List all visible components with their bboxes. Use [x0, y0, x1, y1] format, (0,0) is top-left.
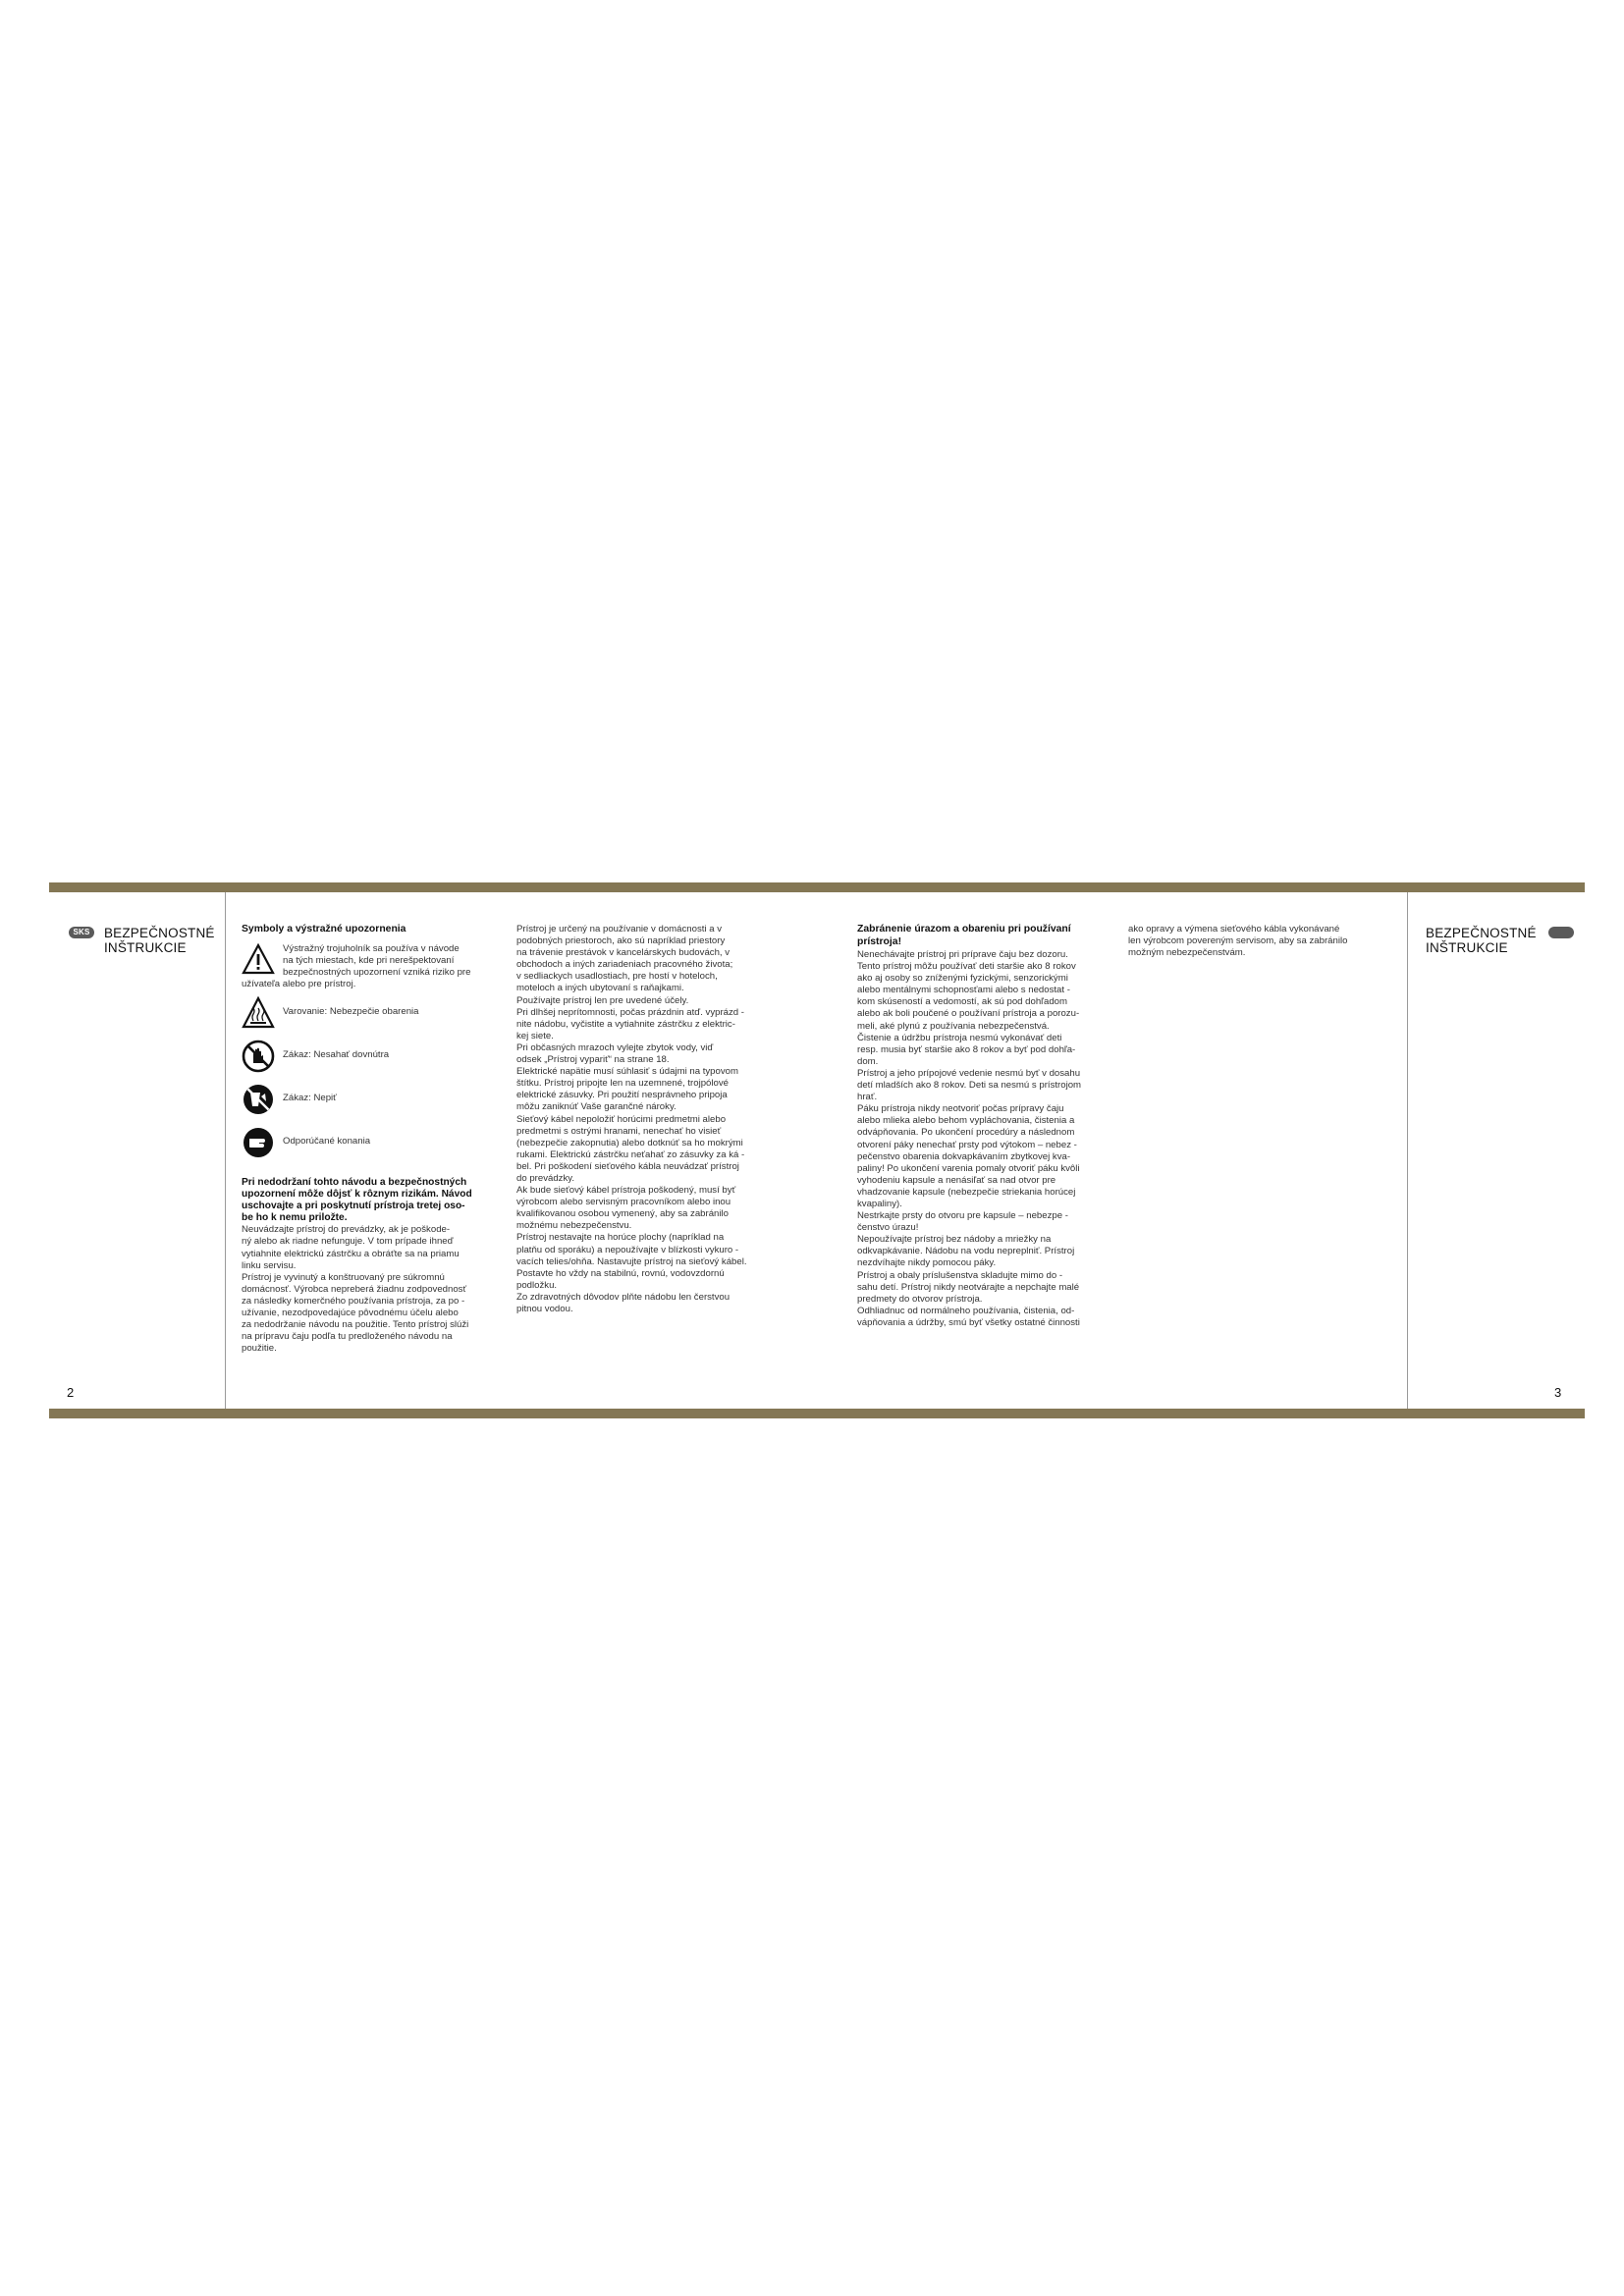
- left-section-header: [69, 926, 215, 955]
- column-injury-prevention: Zabránenie úrazom a obareniu pri používaní prístroja! Nenechávajte prístroj pri príprave čaju bez dozoru. Tento prístroj môžu používať deti staršie ako 8 rokov ako aj osoby so zníženými fyzickými, senzorickými alebo mentálnymi schopnosťami alebo s nedostat - kom skúseností a vedomostí, ak sú pod dohľadom alebo ak boli poučené o používaní prístroja a porozu- meli, aké plynú z používania nebezpečenstvá. Čistenie a údržbu prístroja nesmú vykonávať deti resp. musia byť staršie ako 8 rokov a byť pod dohľa- dom. Prístroj a jeho prípojové vedenie nesmú byť v dosahu detí mladších ako 8 rokov. Deti sa nesmú s prístrojom hrať. Páku prístroja nikdy neotvoriť počas prípravy čaju alebo mlieka alebo behom vypláchovania, čistenia a odvápňovania. Po ukončení procedúry a následnom otvorení páky nenechať prsty pod výtokom – nebez - pečenstvo obarenia dokvapkávaním zbytkovej kva- paliny! Po ukončení varenia pomaly otvoriť páku kvôli vyhodeniu kapsule a nenásiľať sa nad otvor pre vhadzovanie kapsule (nebezpečie striekania horúcej kvapaliny). Nestrkajte prsty do otvoru pre kapsule – nebezpe - čenstvo úrazu! Nepoužívajte prístroj bez nádoby a mriežky na odkvapkávanie. Nádobu na vodu nepreplniť. Prístroj nezdvíhajte nikdy pomocou páky. Prístroj a obaly príslušenstva skladujte mimo do - sahu detí. Prístroj nikdy neotvárajte a nepchajte malé predmety do otvorov prístroja. Odhliadnuc od normálneho používania, čistenia, od- vápňovania a údržby, smú byť všetky ostatné činnosti: [857, 924, 1132, 1329]
- no-drinking-icon: [242, 1083, 275, 1116]
- left-title-line2: INŠTRUKCIE: [103, 940, 187, 955]
- symbol-no-drinking: [242, 1081, 507, 1120]
- right-title-line1: BEZPEČNOSTNÉ: [1426, 926, 1537, 940]
- right-margin-divider: [1407, 892, 1408, 1409]
- symbol-scald-warning: [242, 994, 507, 1034]
- language-badge: SKS: [69, 927, 94, 938]
- hot-surface-warning-icon: [242, 996, 275, 1030]
- right-badge-marker: [1548, 927, 1574, 938]
- page-number-left: 2: [67, 1385, 75, 1400]
- column-repairs: ako opravy a výmena sieťového kábla vykonávané len výrobcom povereným servisom, aby sa zabránilo možným nebezpečenstvám.: [1128, 924, 1348, 959]
- symbol-no-reach-inside: [242, 1038, 507, 1077]
- warning-triangle-icon: [242, 943, 275, 975]
- pointing-hand-icon: [242, 1126, 275, 1159]
- right-section-header: [1426, 926, 1574, 955]
- bold-notice: Pri nedodržaní tohto návodu a bezpečnostných upozornení môže dôjsť k rôznym rizikám. Návod uschovajte a pri poskytnutí prístroja tretej oso- be ho k nemu priložte.: [242, 1177, 472, 1224]
- injury-heading-line1: Zabránenie úrazom a obareniu pri používaní: [857, 924, 1071, 934]
- top-rule: [49, 882, 1585, 892]
- symbol-recommended-action: [242, 1124, 507, 1163]
- page-number-right: 3: [1554, 1385, 1562, 1400]
- left-margin-divider: [225, 892, 226, 1409]
- symbol-label: Zákaz: Nesahať dovnútra: [283, 1049, 390, 1061]
- right-title-line2: INŠTRUKCIE: [1426, 940, 1508, 955]
- no-hand-inside-icon: [242, 1040, 275, 1073]
- bottom-rule: [49, 1409, 1585, 1418]
- symbol-label: Odporúčané konania: [283, 1136, 371, 1148]
- symbol-label: Varovanie: Nebezpečie obarenia: [283, 1006, 419, 1018]
- injury-heading-line2: prístroja!: [857, 936, 902, 947]
- column-symbols: [242, 924, 507, 1355]
- warning-intro: Výstražný trojuholník sa používa v návode na tých miestach, kde pri nerešpektovaní bezpečnostných upozornení vzniká riziko pre užívateľa alebo pre prístroj.: [242, 943, 471, 990]
- symbol-label: Zákaz: Nepiť: [283, 1093, 337, 1104]
- left-title-line1: BEZPEČNOSTNÉ: [103, 926, 215, 940]
- col1-body: Neuvádzajte prístroj do prevádzky, ak je poškode- ný alebo ak riadne nefunguje. V tom prípade ihneď vytiahnite elektrickú zástrčku a obráťte sa na priamu linku servisu. Prístroj je vyvinutý a konštruovaný pre súkromnú domácnosť. Výrobca nepreberá žiadnu zodpovednosť za následky komerčného používania prístroja, za po - užívanie, nezodpovedajúce pôvodnému účelu alebo za nedodržanie návodu na použitie. Tento prístroj slúži na prípravu čaju podľa tu predloženého návodu na použitie.: [242, 1224, 469, 1355]
- column-usage: Prístroj je určený na používanie v domácnosti a v podobných priestoroch, ako sú napríklad priestory na trávenie prestávok v kancelárskych budovách, v obchodoch a iných zariadeniach pracovného života; v sedliackych usadlostiach, pre hostí v hoteloch, moteloch a iných ubytovaní s raňajkami. Používajte prístroj len pre uvedené účely. Pri dlhšej neprítomnosti, počas prázdnin atď. vyprázd - nite nádobu, vyčistite a vytiahnite zástrčku z elektric- kej siete. Pri občasných mrazoch vylejte zbytok vody, viď odsek „Prístroj vypariť“ na strane 18. Elektrické napätie musí súhlasiť s údajmi na typovom štítku. Prístroj pripojte len na uzemnené, trojpólové elektrické zásuvky. Pri použití nesprávneho pripoja môžu zaniknúť Vaše garančné nároky. Sieťový kábel nepoložiť horúcimi predmetmi alebo predmetmi s ostrými hranami, nenechať ho visieť (nebezpečie zakopnutia) alebo dotknúť sa ho mokrými rukami. Elektrickú zástrčku neťahať zo zásuvky za ká - bel. Pri poškodení sieťového kábla neuvádzať prístroj do prevádzky. Ak bude sieťový kábel prístroja poškodený, musí byť výrobcom alebo servisným pracovníkom alebo inou kvalifikovanou osobou vymenený, aby sa zabránilo možnému nebezpečenstvu. Prístroj nestavajte na horúce plochy (napríklad na platňu od sporáku) a nepoužívajte v blízkosti vykuro - vacích telies/ohňa. Nastavujte prístroj na sieťový kábel. Postavte ho vždy na stabilnú, rovnú, vodovzdornú podložku. Zo zdravotných dôvodov plňte nádobu len čerstvou pitnou vodou.: [516, 924, 747, 1314]
- symbols-heading: Symboly a výstražné upozornenia: [242, 924, 406, 934]
